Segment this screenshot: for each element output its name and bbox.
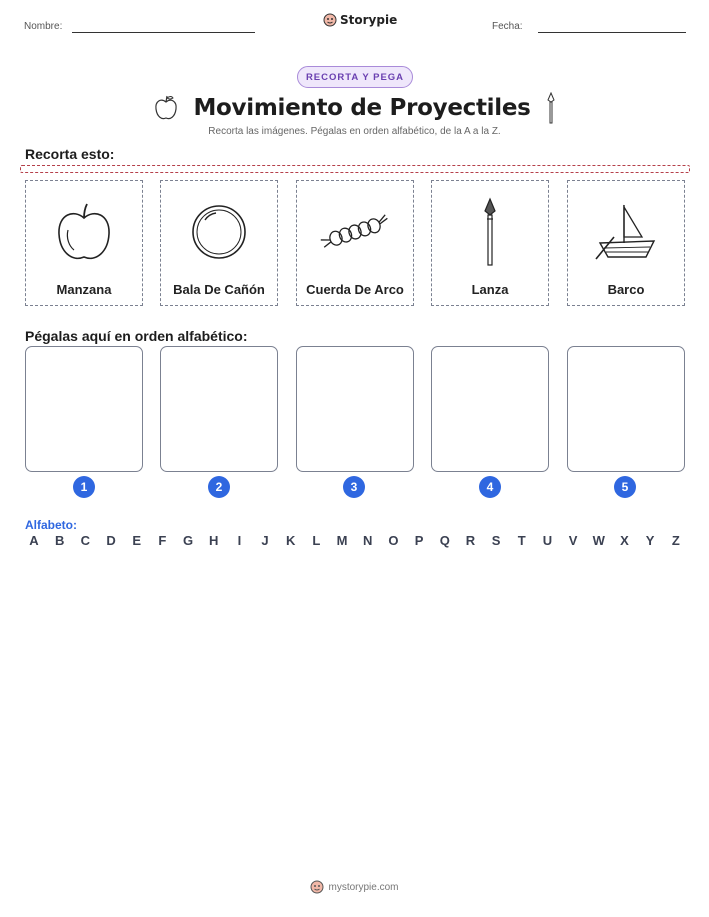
alphabet-letter: W bbox=[592, 533, 605, 548]
paste-section-label: Pégalas aquí en orden alfabético: bbox=[25, 328, 248, 344]
card-label: Barco bbox=[607, 282, 645, 297]
slot-number-1: 1 bbox=[73, 476, 95, 498]
alphabet-row bbox=[25, 533, 685, 548]
alphabet-letter: K bbox=[286, 533, 296, 548]
alphabet-letter: B bbox=[54, 533, 65, 548]
cut-card-cuerda-de-arco[interactable] bbox=[296, 180, 414, 306]
alphabet-letter: L bbox=[312, 533, 321, 548]
footer bbox=[0, 880, 709, 894]
title-row bbox=[150, 90, 560, 126]
alphabet-letter: F bbox=[158, 533, 167, 548]
alphabet-letter: M bbox=[336, 533, 348, 548]
paste-slot-4[interactable] bbox=[431, 346, 549, 472]
cut-card-barco[interactable] bbox=[567, 180, 685, 306]
spear-icon bbox=[480, 197, 500, 267]
cut-line bbox=[20, 165, 690, 173]
card-label: Cuerda De Arco bbox=[306, 282, 404, 297]
date-label: Fecha: bbox=[492, 21, 523, 32]
cut-section-label: Recorta esto: bbox=[25, 146, 115, 162]
alphabet-letter: I bbox=[237, 533, 242, 548]
worksheet-header bbox=[0, 0, 709, 40]
alphabet-letter: E bbox=[132, 533, 142, 548]
alphabet-letter: N bbox=[363, 533, 373, 548]
alphabet-letter: P bbox=[414, 533, 424, 548]
alphabet-letter: U bbox=[542, 533, 553, 548]
card-label: Lanza bbox=[471, 282, 509, 297]
paste-slot-1[interactable] bbox=[25, 346, 143, 472]
slot-number-2: 2 bbox=[208, 476, 230, 498]
spear-icon bbox=[545, 92, 557, 124]
alphabet-letter: Q bbox=[439, 533, 450, 548]
alphabet-letter: Y bbox=[645, 533, 655, 548]
cut-card-bala-de-canon[interactable] bbox=[160, 180, 278, 306]
date-line bbox=[538, 32, 686, 33]
alphabet-letter: D bbox=[106, 533, 116, 548]
alphabet-letter: G bbox=[182, 533, 194, 548]
cut-card-manzana[interactable] bbox=[25, 180, 143, 306]
paste-slot-2[interactable] bbox=[160, 346, 278, 472]
brand-name: Storypie bbox=[340, 13, 398, 27]
bowstring-rope-icon bbox=[317, 207, 393, 257]
alphabet-letter: O bbox=[388, 533, 399, 548]
instructions: Recorta las imágenes. Pégalas en orden alfabético, de la A a la Z. bbox=[208, 126, 501, 137]
footer-url[interactable]: mystorypie.com bbox=[328, 881, 399, 893]
activity-badge: RECORTA Y PEGA bbox=[297, 66, 413, 88]
alphabet-letter: H bbox=[209, 533, 219, 548]
slot-number-4: 4 bbox=[479, 476, 501, 498]
alphabet-letter: A bbox=[29, 533, 39, 548]
name-line bbox=[72, 32, 255, 33]
alphabet-title: Alfabeto: bbox=[25, 518, 77, 532]
storypie-logo-icon bbox=[323, 13, 337, 27]
card-label: Manzana bbox=[56, 282, 112, 297]
alphabet-letter: C bbox=[80, 533, 91, 548]
cannonball-icon bbox=[189, 202, 249, 262]
alphabet-letter: S bbox=[491, 533, 501, 548]
alphabet-letter: V bbox=[568, 533, 578, 548]
apple-icon bbox=[153, 94, 179, 122]
alphabet-letter: J bbox=[261, 533, 269, 548]
apple-icon bbox=[54, 200, 114, 264]
brand-logo bbox=[323, 13, 397, 27]
alphabet-letter: X bbox=[620, 533, 629, 548]
paste-slot-5[interactable] bbox=[567, 346, 685, 472]
alphabet-letter: T bbox=[517, 533, 526, 548]
storypie-logo-icon bbox=[310, 880, 324, 894]
slot-number-3: 3 bbox=[343, 476, 365, 498]
alphabet-letter: R bbox=[465, 533, 476, 548]
paste-slot-3[interactable] bbox=[296, 346, 414, 472]
card-label: Bala De Cañón bbox=[173, 282, 265, 297]
cut-card-lanza[interactable] bbox=[431, 180, 549, 306]
name-label: Nombre: bbox=[24, 21, 63, 32]
slot-number-5: 5 bbox=[614, 476, 636, 498]
page-title: Movimiento de Proyectiles bbox=[193, 95, 531, 121]
sailboat-icon bbox=[594, 201, 658, 263]
alphabet-letter: Z bbox=[671, 533, 680, 548]
